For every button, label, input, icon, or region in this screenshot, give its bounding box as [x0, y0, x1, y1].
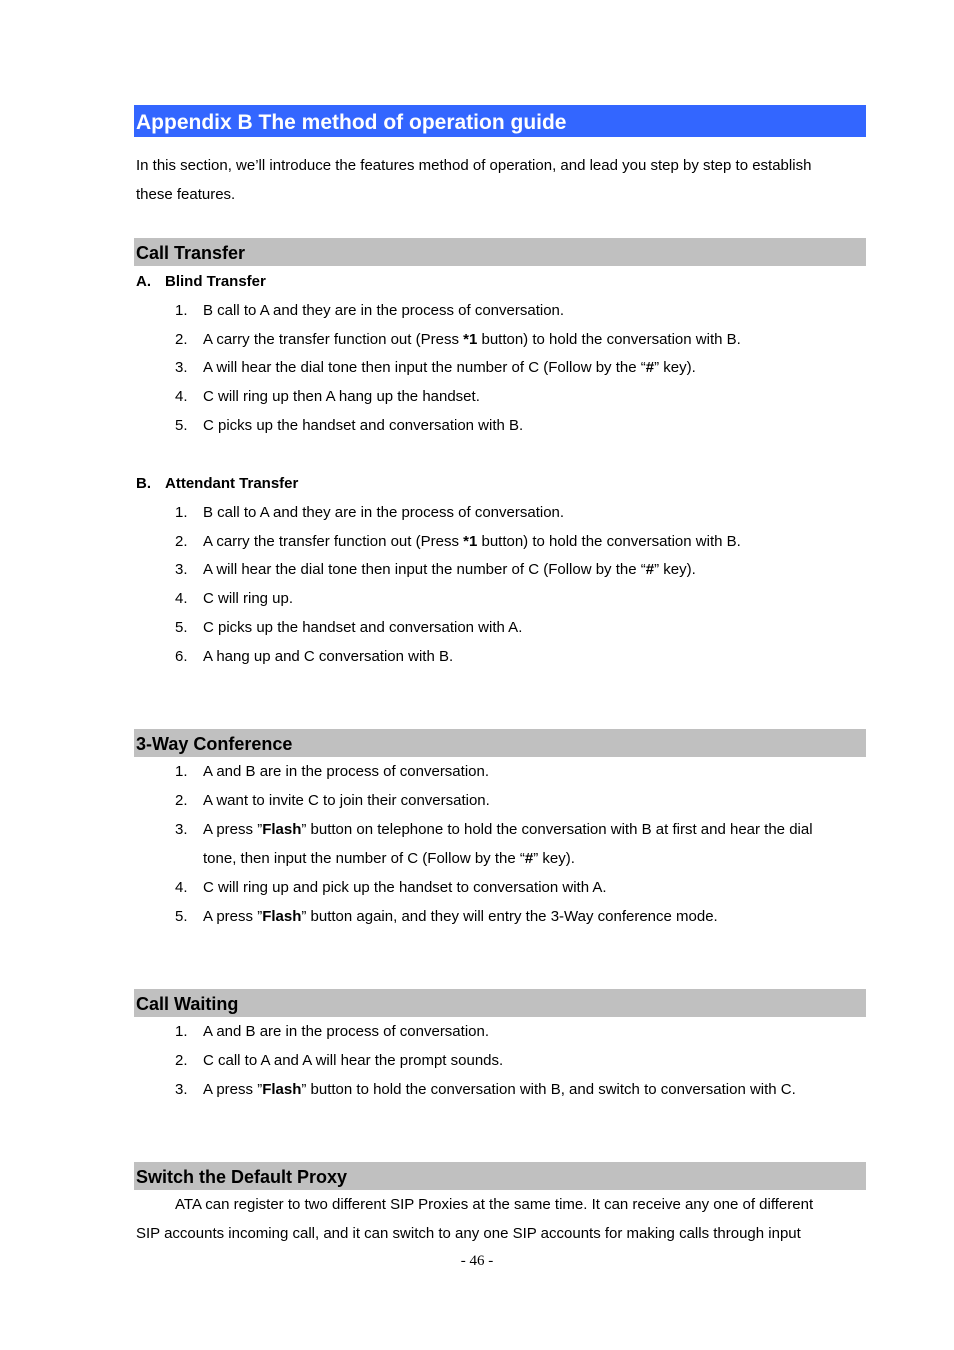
section-heading-switch-default-proxy: Switch the Default Proxy: [134, 1162, 866, 1190]
item-text: ” button again, and they will entry the 3-Way conference mode.: [301, 908, 718, 925]
item-text: A press ”: [203, 821, 263, 838]
paragraph-line-2: SIP accounts incoming call, and it can switch to any one SIP accounts for making calls through input: [136, 1225, 801, 1242]
item-bold: Flash: [262, 908, 302, 925]
list-item-continuation: [203, 849, 575, 869]
list-item: A and B are in the process of conversation.: [203, 763, 490, 780]
list-number: 5.: [175, 908, 188, 925]
item-bold: #: [524, 850, 534, 867]
item-text: A carry the transfer function out (Press: [203, 533, 464, 550]
subsection-letter-a: A.: [136, 273, 151, 290]
list-number: 2.: [175, 792, 188, 809]
item-text: ” button on telephone to hold the conversation with B at first and hear the dial: [301, 821, 813, 838]
list-number: 4.: [175, 879, 188, 896]
list-item: [203, 532, 741, 552]
paragraph-line-1: ATA can register to two different SIP Proxies at the same time. It can receive any one of different: [175, 1196, 814, 1213]
item-bold: *1: [463, 331, 478, 348]
intro-line-2: these features.: [136, 186, 236, 203]
item-text: A will hear the dial tone then input the number of C (Follow by the “: [203, 359, 646, 376]
list-number: 4.: [175, 590, 188, 607]
subsection-title-blind-transfer: Blind Transfer: [165, 273, 266, 290]
list-number: 3.: [175, 561, 188, 578]
list-item: C call to A and A will hear the prompt sounds.: [203, 1052, 504, 1069]
item-text: ” key).: [533, 850, 575, 867]
list-item: [203, 358, 696, 378]
list-item: C picks up the handset and conversation with B.: [203, 417, 524, 434]
list-number: 1.: [175, 504, 188, 521]
item-bold: Flash: [262, 821, 302, 838]
list-number: 5.: [175, 417, 188, 434]
list-number: 2.: [175, 533, 188, 550]
item-bold: #: [645, 359, 655, 376]
list-item: A want to invite C to join their conversation.: [203, 792, 490, 809]
list-number: 5.: [175, 619, 188, 636]
intro-line-1: In this section, we’ll introduce the features method of operation, and lead you step by step to establish: [136, 157, 812, 174]
list-item: [203, 820, 813, 840]
section-heading-call-waiting: Call Waiting: [134, 989, 866, 1017]
item-text: ” button to hold the conversation with B, and switch to conversation with C.: [301, 1081, 796, 1098]
item-text: ” key).: [654, 561, 696, 578]
list-item: [203, 1080, 796, 1100]
item-text: button) to hold the conversation with B.: [477, 331, 741, 348]
list-item: C will ring up then A hang up the handset.: [203, 388, 480, 405]
list-number: 1.: [175, 1023, 188, 1040]
list-number: 6.: [175, 648, 188, 665]
list-item: B call to A and they are in the process of conversation.: [203, 504, 565, 521]
list-item: [203, 330, 741, 350]
item-text: A press ”: [203, 908, 263, 925]
list-item: A hang up and C conversation with B.: [203, 648, 454, 665]
list-number: 2.: [175, 331, 188, 348]
list-item: B call to A and they are in the process of conversation.: [203, 302, 565, 319]
item-bold: #: [645, 561, 655, 578]
item-text: A press ”: [203, 1081, 263, 1098]
item-bold: Flash: [262, 1081, 302, 1098]
item-text: A will hear the dial tone then input the number of C (Follow by the “: [203, 561, 646, 578]
list-number: 3.: [175, 1081, 188, 1098]
item-bold: *1: [463, 533, 478, 550]
list-number: 3.: [175, 821, 188, 838]
subsection-title-attendant-transfer: Attendant Transfer: [165, 475, 299, 492]
list-number: 1.: [175, 763, 188, 780]
appendix-title: Appendix B The method of operation guide: [134, 105, 866, 137]
list-number: 4.: [175, 388, 188, 405]
list-item: C will ring up.: [203, 590, 294, 607]
section-heading-3-way-conference: 3-Way Conference: [134, 729, 866, 757]
list-number: 3.: [175, 359, 188, 376]
list-item: C will ring up and pick up the handset to conversation with A.: [203, 879, 607, 896]
list-item: C picks up the handset and conversation with A.: [203, 619, 523, 636]
page-number: - 46 -: [460, 1253, 494, 1269]
section-heading-call-transfer: Call Transfer: [134, 238, 866, 266]
list-item: [203, 907, 718, 927]
item-text: tone, then input the number of C (Follow by the “: [203, 850, 525, 867]
list-number: 1.: [175, 302, 188, 319]
list-item: [203, 560, 696, 580]
list-item: A and B are in the process of conversation.: [203, 1023, 490, 1040]
item-text: ” key).: [654, 359, 696, 376]
item-text: button) to hold the conversation with B.: [477, 533, 741, 550]
subsection-letter-b: B.: [136, 475, 151, 492]
item-text: A carry the transfer function out (Press: [203, 331, 464, 348]
list-number: 2.: [175, 1052, 188, 1069]
